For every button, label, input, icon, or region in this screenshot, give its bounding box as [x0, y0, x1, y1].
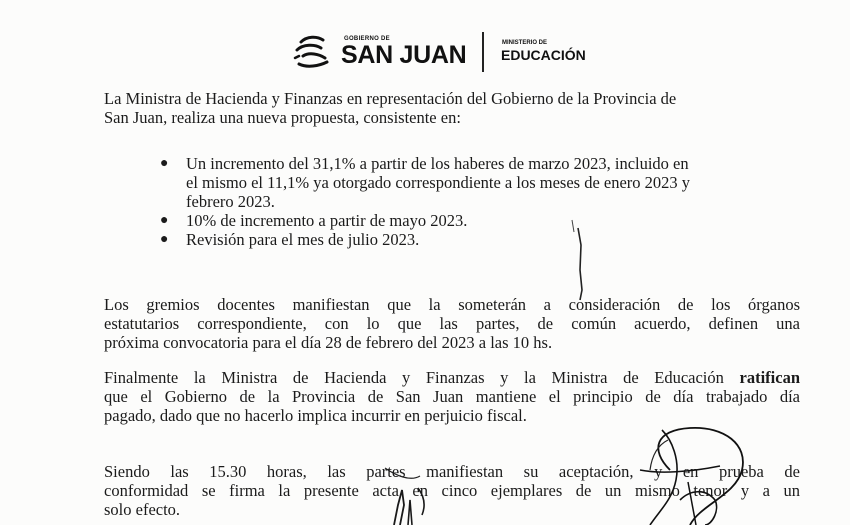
final-line-text: Finalmente la Ministra de Hacienda y Finanzas y la Ministra de Educación	[104, 368, 740, 387]
text-line: 10% de incremento a partir de mayo 2023.	[186, 211, 468, 230]
list-item	[160, 211, 800, 230]
text-line: Revisión para el mes de julio 2023.	[186, 230, 420, 249]
bullet-icon: ●	[160, 213, 169, 228]
text-line: San Juan, realiza una nueva propuesta, consistente en:	[104, 108, 461, 127]
ministry-name-label: EDUCACIÓN	[501, 47, 586, 63]
text-line: Un incremento del 31,1% a partir de los haberes de marzo 2023, incluido en	[186, 154, 689, 173]
text-line: solo efecto.	[104, 500, 181, 519]
text-line: que el Gobierno de la Provincia de San Juan mantiene el principio de día trabajado día	[104, 387, 800, 406]
gov-small-label: GOBIERNO DE	[344, 36, 390, 42]
header-divider	[482, 32, 484, 72]
text-line: pagado, dado que no hacerlo implica incurrir en perjuicio fiscal.	[104, 406, 527, 425]
bullet-icon: ●	[160, 232, 169, 247]
text-line: Los gremios docentes manifiestan que la someterán a consideración de los órganos	[104, 295, 800, 314]
list-item	[160, 230, 800, 249]
gremios-paragraph	[104, 295, 800, 352]
list-item	[160, 154, 800, 211]
text-line: febrero 2023.	[186, 192, 275, 211]
text-line: Siendo las 15.30 horas, las partes manifiestan su aceptación, y en prueba de	[104, 462, 800, 481]
text-line: próxima convocatoria para el día 28 de febrero del 2023 a las 10 hs.	[104, 333, 553, 352]
text-line: el mismo el 11,1% ya otorgado correspondiente a los meses de enero 2023 y	[186, 173, 691, 192]
gov-name-label: SAN JUAN	[341, 41, 467, 69]
ratify-word: ratifican	[739, 368, 800, 387]
proposal-list	[160, 154, 800, 249]
san-juan-logo-icon	[293, 34, 333, 70]
text-line: La Ministra de Hacienda y Finanzas en representación del Gobierno de la Provincia de	[104, 89, 677, 108]
bullet-icon: ●	[160, 156, 169, 171]
text-line	[104, 368, 800, 387]
intro-paragraph	[104, 89, 800, 127]
final-paragraph	[104, 368, 800, 425]
closing-paragraph	[104, 462, 800, 519]
ministry-small-label: MINISTERIO DE	[502, 40, 548, 46]
text-line: estatutarios correspondiente, con lo que las partes, de común acuerdo, definen una	[104, 314, 800, 333]
text-line: conformidad se firma la presente acta en cinco ejemplares de un mismo tenor y a un	[104, 481, 800, 500]
letterhead	[0, 30, 850, 74]
